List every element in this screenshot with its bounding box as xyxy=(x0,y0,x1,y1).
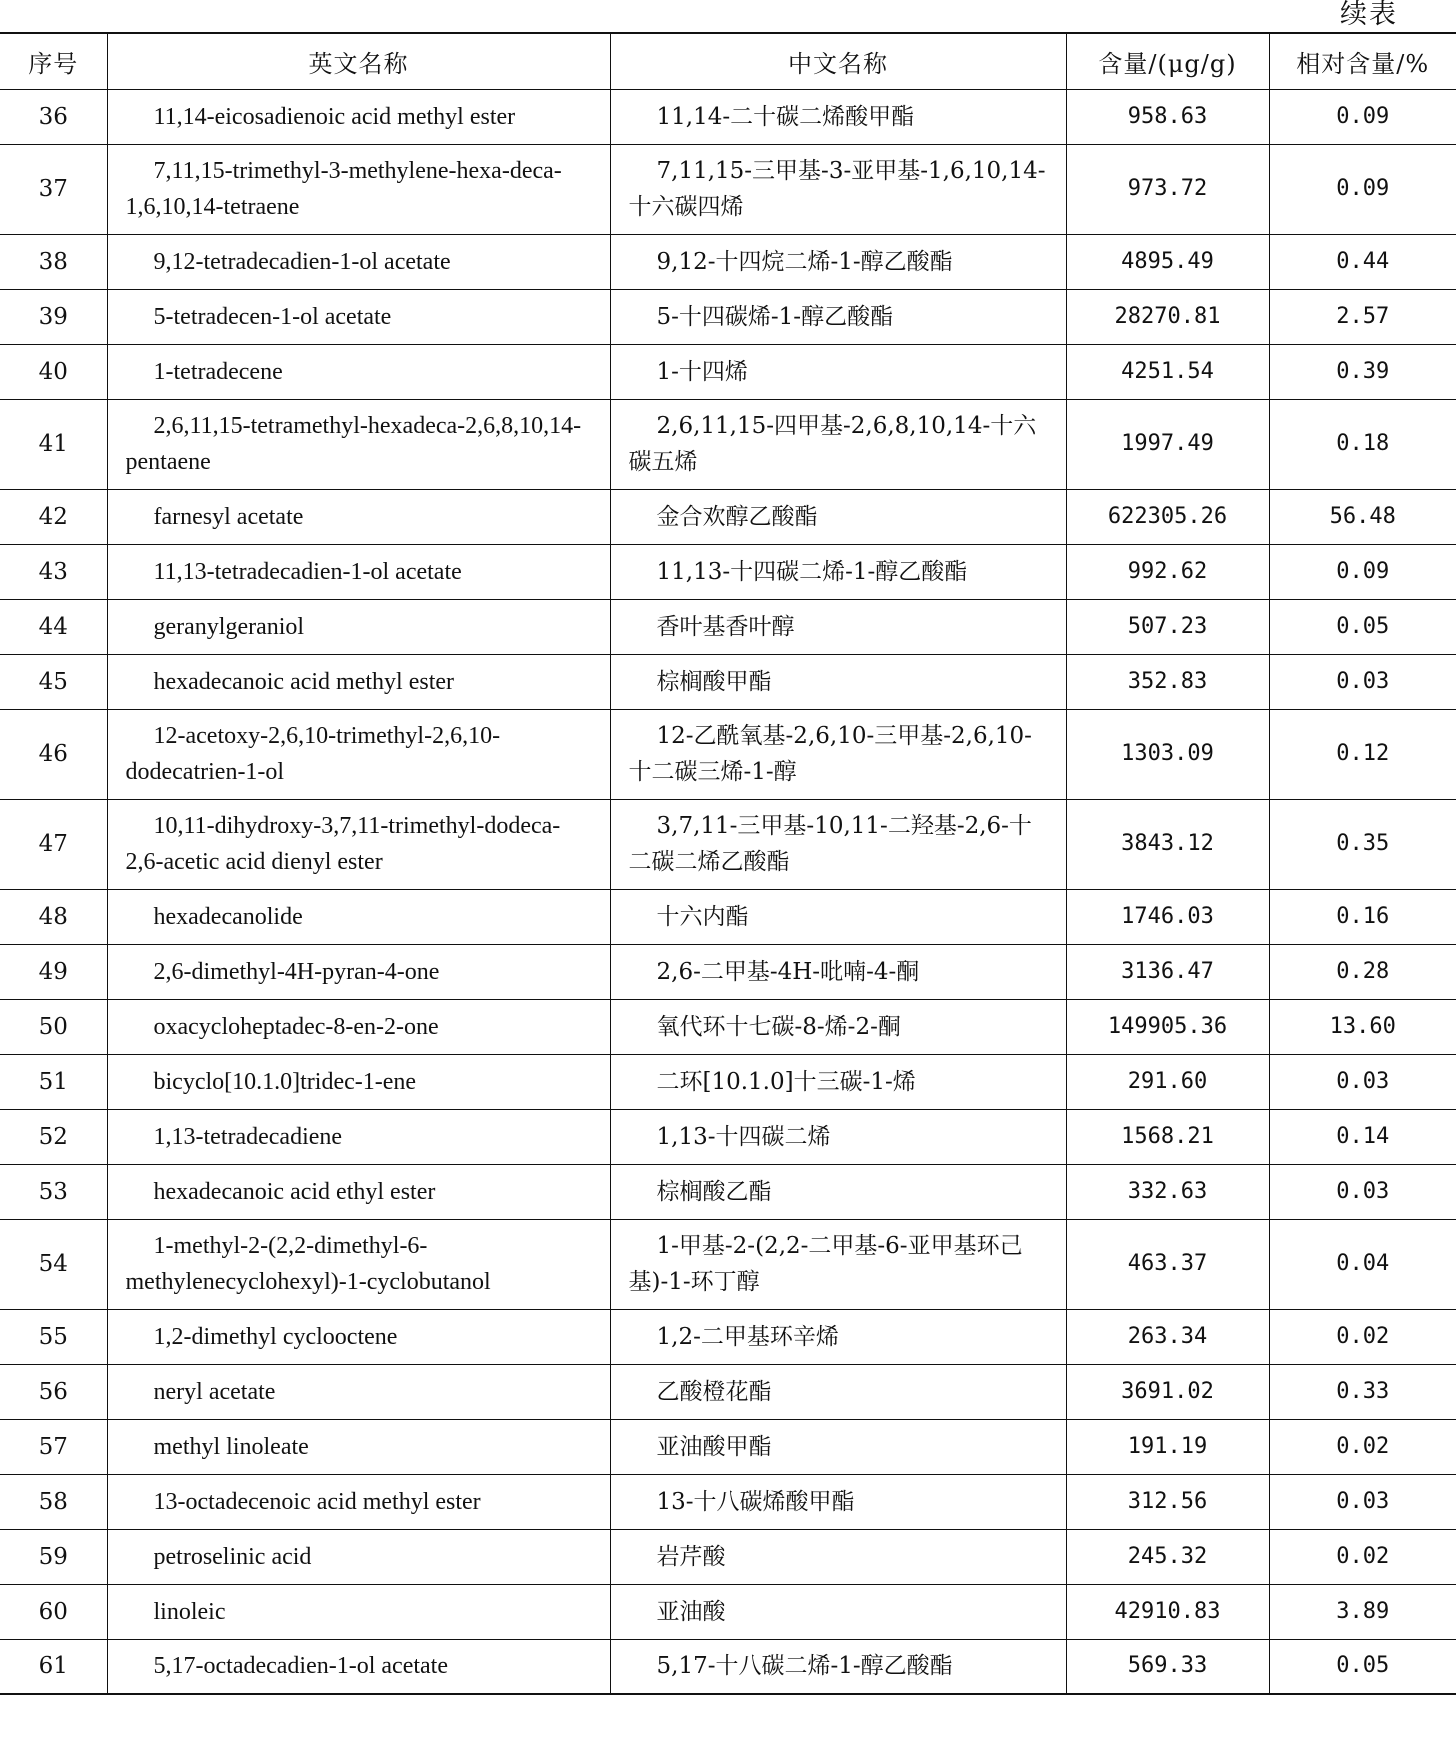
serial-number-cell xyxy=(0,1164,107,1219)
serial-number-cell xyxy=(0,399,107,489)
relative-content-cell xyxy=(1269,1529,1456,1584)
serial-number-cell-text: 56 xyxy=(38,1378,68,1405)
english-name-cell xyxy=(107,1364,610,1419)
table-row xyxy=(0,544,1456,599)
content-cell-text: 973.72 xyxy=(1127,176,1208,201)
serial-number-cell-text: 59 xyxy=(38,1543,68,1570)
chinese-name-cell xyxy=(610,1639,1066,1694)
serial-number-cell-text: 51 xyxy=(38,1068,68,1095)
table-row xyxy=(0,1309,1456,1364)
table-continued-caption: 续表 xyxy=(1340,0,1398,30)
serial-number-cell-text: 50 xyxy=(38,1013,68,1040)
content-cell xyxy=(1066,889,1269,944)
relative-content-cell xyxy=(1269,1164,1456,1219)
english-name-cell xyxy=(107,1639,610,1694)
english-name-cell xyxy=(107,944,610,999)
serial-number-cell-text: 42 xyxy=(38,503,68,530)
header-serial-number: 序号 xyxy=(0,33,107,89)
content-cell xyxy=(1066,1639,1269,1694)
english-name-cell xyxy=(107,889,610,944)
content-cell xyxy=(1066,1474,1269,1529)
chinese-name-cell-text: 1,2-二甲基环辛烯 xyxy=(656,1323,839,1350)
english-name-cell-text: petroselinic acid xyxy=(153,1543,312,1570)
english-name-cell-text: methyl linoleate xyxy=(153,1433,309,1460)
content-cell xyxy=(1066,654,1269,709)
serial-number-cell xyxy=(0,1584,107,1639)
relative-content-cell-text: 0.05 xyxy=(1336,1653,1390,1679)
table-row xyxy=(0,234,1456,289)
chinese-name-cell-text: 1,13-十四碳二烯 xyxy=(656,1123,831,1150)
table-row xyxy=(0,599,1456,654)
serial-number-cell-text: 55 xyxy=(38,1323,68,1350)
english-name-cell xyxy=(107,599,610,654)
relative-content-cell xyxy=(1269,1109,1456,1164)
chinese-name-cell-text: 3,7,11-三甲基-10,11-二羟基-2,6-十二碳二烯乙酸酯 xyxy=(628,813,1032,875)
chinese-name-cell xyxy=(610,944,1066,999)
content-cell xyxy=(1066,289,1269,344)
serial-number-cell xyxy=(0,1219,107,1309)
content-cell-text: 263.34 xyxy=(1127,1323,1208,1349)
relative-content-cell xyxy=(1269,544,1456,599)
relative-content-cell-text: 0.12 xyxy=(1336,741,1390,766)
compound-table xyxy=(0,32,1456,1695)
serial-number-cell xyxy=(0,1364,107,1419)
chinese-name-cell-text: 12-乙酰氧基-2,6,10-三甲基-2,6,10-十二碳三烯-1-醇 xyxy=(628,723,1032,785)
content-cell xyxy=(1066,1164,1269,1219)
relative-content-cell xyxy=(1269,234,1456,289)
english-name-cell-text: linoleic xyxy=(153,1598,226,1625)
english-name-cell-text: 1-tetradecene xyxy=(153,358,283,385)
serial-number-cell-text: 52 xyxy=(38,1123,68,1150)
english-name-cell xyxy=(107,709,610,799)
english-name-cell xyxy=(107,144,610,234)
serial-number-cell-text: 45 xyxy=(38,668,68,695)
chinese-name-cell-text: 乙酸橙花酯 xyxy=(656,1378,772,1405)
serial-number-cell xyxy=(0,489,107,544)
english-name-cell-text: oxacycloheptadec-8-en-2-one xyxy=(153,1013,439,1040)
chinese-name-cell-text: 13-十八碳烯酸甲酯 xyxy=(656,1488,855,1515)
english-name-cell xyxy=(107,1219,610,1309)
english-name-cell xyxy=(107,1474,610,1529)
content-cell xyxy=(1066,1219,1269,1309)
content-cell-text: 42910.83 xyxy=(1114,1598,1221,1624)
content-cell-text: 4251.54 xyxy=(1121,358,1214,384)
content-cell xyxy=(1066,544,1269,599)
chinese-name-cell xyxy=(610,1164,1066,1219)
table-row xyxy=(0,344,1456,399)
content-cell-text: 3691.02 xyxy=(1121,1378,1214,1404)
chinese-name-cell xyxy=(610,1584,1066,1639)
content-cell xyxy=(1066,489,1269,544)
chinese-name-cell xyxy=(610,709,1066,799)
table-row xyxy=(0,1529,1456,1584)
content-cell-text: 28270.81 xyxy=(1114,303,1221,329)
serial-number-cell-text: 37 xyxy=(38,176,68,202)
english-name-cell xyxy=(107,1584,610,1639)
relative-content-cell xyxy=(1269,1309,1456,1364)
serial-number-cell xyxy=(0,1054,107,1109)
serial-number-cell-text: 41 xyxy=(38,431,68,457)
english-name-cell xyxy=(107,399,610,489)
serial-number-cell xyxy=(0,599,107,654)
content-cell-text: 149905.36 xyxy=(1107,1013,1228,1039)
chinese-name-cell-text: 二环[10.1.0]十三碳-1-烯 xyxy=(656,1068,916,1095)
chinese-name-cell-text: 1-甲基-2-(2,2-二甲基-6-亚甲基环己基)-1-环丁醇 xyxy=(628,1233,1023,1295)
relative-content-cell-text: 0.33 xyxy=(1336,1378,1390,1404)
content-cell xyxy=(1066,89,1269,144)
relative-content-cell xyxy=(1269,1054,1456,1109)
relative-content-cell xyxy=(1269,654,1456,709)
english-name-cell-text: hexadecanoic acid ethyl ester xyxy=(153,1178,436,1205)
content-cell-text: 3843.12 xyxy=(1121,831,1214,856)
relative-content-cell-text: 2.57 xyxy=(1336,303,1390,329)
serial-number-cell-text: 57 xyxy=(38,1433,68,1460)
chinese-name-cell-text: 氧代环十七碳-8-烯-2-酮 xyxy=(656,1013,901,1040)
english-name-cell xyxy=(107,1109,610,1164)
relative-content-cell xyxy=(1269,1474,1456,1529)
table-row xyxy=(0,1164,1456,1219)
english-name-cell-text: bicyclo[10.1.0]tridec-1-ene xyxy=(153,1068,417,1095)
header-english-name: 英文名称 xyxy=(107,33,610,89)
chinese-name-cell xyxy=(610,1474,1066,1529)
relative-content-cell xyxy=(1269,144,1456,234)
relative-content-cell xyxy=(1269,1419,1456,1474)
relative-content-cell-text: 0.28 xyxy=(1336,958,1390,984)
english-name-cell-text: 11,14-eicosadienoic acid methyl ester xyxy=(153,103,516,130)
relative-content-cell-text: 0.09 xyxy=(1336,176,1390,201)
relative-content-cell xyxy=(1269,89,1456,144)
content-cell-text: 1568.21 xyxy=(1121,1123,1214,1149)
table-row xyxy=(0,1219,1456,1309)
content-cell-text: 992.62 xyxy=(1127,558,1208,584)
serial-number-cell-text: 54 xyxy=(38,1251,68,1277)
content-cell-text: 1746.03 xyxy=(1121,903,1214,929)
english-name-cell xyxy=(107,654,610,709)
serial-number-cell-text: 46 xyxy=(38,741,68,767)
chinese-name-cell-text: 5-十四碳烯-1-醇乙酸酯 xyxy=(656,303,894,330)
english-name-cell-text: 13-octadecenoic acid methyl ester xyxy=(153,1488,481,1515)
content-cell-text: 1997.49 xyxy=(1121,431,1214,456)
english-name-cell xyxy=(107,234,610,289)
serial-number-cell-text: 36 xyxy=(38,103,68,130)
relative-content-cell-text: 0.18 xyxy=(1336,431,1390,456)
relative-content-cell xyxy=(1269,799,1456,889)
table-row xyxy=(0,709,1456,799)
chinese-name-cell xyxy=(610,999,1066,1054)
content-cell xyxy=(1066,944,1269,999)
english-name-cell xyxy=(107,1164,610,1219)
chinese-name-cell-text: 9,12-十四烷二烯-1-醇乙酸酯 xyxy=(656,248,953,275)
content-cell xyxy=(1066,599,1269,654)
content-cell-text: 507.23 xyxy=(1127,613,1208,639)
chinese-name-cell-text: 岩芹酸 xyxy=(656,1543,726,1570)
chinese-name-cell xyxy=(610,234,1066,289)
serial-number-cell xyxy=(0,89,107,144)
english-name-cell xyxy=(107,544,610,599)
content-cell-text: 622305.26 xyxy=(1107,503,1228,529)
content-cell-text: 352.83 xyxy=(1127,668,1208,694)
table-row xyxy=(0,144,1456,234)
english-name-cell xyxy=(107,344,610,399)
content-cell-text: 332.63 xyxy=(1127,1178,1208,1204)
chinese-name-cell-text: 7,11,15-三甲基-3-亚甲基-1,6,10,14-十六碳四烯 xyxy=(628,158,1046,220)
chinese-name-cell-text: 5,17-十八碳二烯-1-醇乙酸酯 xyxy=(656,1653,953,1680)
chinese-name-cell xyxy=(610,599,1066,654)
table-row xyxy=(0,944,1456,999)
serial-number-cell xyxy=(0,1529,107,1584)
serial-number-cell-text: 58 xyxy=(38,1488,68,1515)
relative-content-cell-text: 0.03 xyxy=(1336,1178,1390,1204)
chinese-name-cell-text: 2,6,11,15-四甲基-2,6,8,10,14-十六碳五烯 xyxy=(628,413,1037,475)
english-name-cell-text: 2,6,11,15-tetramethyl-hexadeca-2,6,8,10,14-pentaene xyxy=(125,413,582,475)
chinese-name-cell xyxy=(610,1054,1066,1109)
chinese-name-cell-text: 1-十四烯 xyxy=(656,358,748,385)
serial-number-cell-text: 38 xyxy=(38,248,68,275)
relative-content-cell-text: 0.05 xyxy=(1336,613,1390,639)
table-row xyxy=(0,799,1456,889)
relative-content-cell xyxy=(1269,489,1456,544)
chinese-name-cell xyxy=(610,89,1066,144)
serial-number-cell xyxy=(0,544,107,599)
chinese-name-cell xyxy=(610,1109,1066,1164)
chinese-name-cell xyxy=(610,344,1066,399)
chinese-name-cell-text: 金合欢醇乙酸酯 xyxy=(656,503,818,530)
content-cell-text: 191.19 xyxy=(1127,1433,1208,1459)
chinese-name-cell-text: 2,6-二甲基-4H-吡喃-4-酮 xyxy=(656,958,920,985)
chinese-name-cell xyxy=(610,1219,1066,1309)
relative-content-cell-text: 3.89 xyxy=(1336,1598,1390,1624)
relative-content-cell xyxy=(1269,889,1456,944)
relative-content-cell-text: 13.60 xyxy=(1329,1013,1396,1039)
chinese-name-cell xyxy=(610,799,1066,889)
serial-number-cell xyxy=(0,234,107,289)
table-header-row xyxy=(0,33,1456,89)
table-row xyxy=(0,1364,1456,1419)
serial-number-cell xyxy=(0,1419,107,1474)
chinese-name-cell-text: 11,14-二十碳二烯酸甲酯 xyxy=(656,103,915,130)
content-cell-text: 4895.49 xyxy=(1121,248,1214,274)
english-name-cell-text: 5-tetradecen-1-ol acetate xyxy=(153,303,392,330)
content-cell xyxy=(1066,234,1269,289)
chinese-name-cell-text: 11,13-十四碳二烯-1-醇乙酸酯 xyxy=(656,558,968,585)
serial-number-cell xyxy=(0,344,107,399)
relative-content-cell xyxy=(1269,944,1456,999)
chinese-name-cell-text: 棕榈酸甲酯 xyxy=(656,668,772,695)
content-cell-text: 569.33 xyxy=(1127,1653,1208,1679)
chinese-name-cell-text: 香叶基香叶醇 xyxy=(656,613,795,640)
serial-number-cell-text: 39 xyxy=(38,303,68,330)
content-cell xyxy=(1066,344,1269,399)
english-name-cell-text: geranylgeraniol xyxy=(153,613,305,640)
content-cell xyxy=(1066,1054,1269,1109)
content-cell xyxy=(1066,999,1269,1054)
table-row xyxy=(0,999,1456,1054)
relative-content-cell xyxy=(1269,599,1456,654)
table-row xyxy=(0,1474,1456,1529)
content-cell xyxy=(1066,399,1269,489)
content-cell-text: 3136.47 xyxy=(1121,958,1214,984)
relative-content-cell-text: 0.03 xyxy=(1336,1068,1390,1094)
serial-number-cell xyxy=(0,1639,107,1694)
content-cell-text: 958.63 xyxy=(1127,103,1208,129)
chinese-name-cell xyxy=(610,544,1066,599)
english-name-cell xyxy=(107,489,610,544)
chinese-name-cell xyxy=(610,889,1066,944)
table-row xyxy=(0,489,1456,544)
relative-content-cell-text: 56.48 xyxy=(1329,503,1396,529)
serial-number-cell-text: 48 xyxy=(38,903,68,930)
english-name-cell xyxy=(107,999,610,1054)
table-row xyxy=(0,654,1456,709)
english-name-cell-text: 11,13-tetradecadien-1-ol acetate xyxy=(153,558,462,585)
chinese-name-cell xyxy=(610,489,1066,544)
relative-content-cell xyxy=(1269,344,1456,399)
english-name-cell-text: 7,11,15-trimethyl-3-methylene-hexa-deca-1,6,10,14-tetraene xyxy=(125,158,562,220)
relative-content-cell xyxy=(1269,1584,1456,1639)
serial-number-cell xyxy=(0,944,107,999)
chinese-name-cell xyxy=(610,1309,1066,1364)
chinese-name-cell xyxy=(610,1419,1066,1474)
serial-number-cell-text: 61 xyxy=(38,1653,68,1680)
serial-number-cell xyxy=(0,799,107,889)
relative-content-cell-text: 0.03 xyxy=(1336,668,1390,694)
table-row xyxy=(0,399,1456,489)
table-row xyxy=(0,1584,1456,1639)
table-row xyxy=(0,1054,1456,1109)
content-cell xyxy=(1066,1364,1269,1419)
table-row xyxy=(0,889,1456,944)
content-cell xyxy=(1066,709,1269,799)
relative-content-cell xyxy=(1269,1639,1456,1694)
english-name-cell-text: hexadecanolide xyxy=(153,903,303,930)
table-row xyxy=(0,1419,1456,1474)
serial-number-cell xyxy=(0,999,107,1054)
english-name-cell xyxy=(107,1309,610,1364)
serial-number-cell xyxy=(0,1309,107,1364)
chinese-name-cell-text: 十六内酯 xyxy=(656,903,749,930)
serial-number-cell-text: 44 xyxy=(38,613,68,640)
content-cell xyxy=(1066,1529,1269,1584)
table-row xyxy=(0,289,1456,344)
chinese-name-cell-text: 亚油酸 xyxy=(656,1598,726,1625)
relative-content-cell-text: 0.14 xyxy=(1336,1123,1390,1149)
content-cell xyxy=(1066,1109,1269,1164)
relative-content-cell-text: 0.02 xyxy=(1336,1433,1390,1459)
content-cell xyxy=(1066,1584,1269,1639)
chinese-name-cell xyxy=(610,399,1066,489)
relative-content-cell-text: 0.09 xyxy=(1336,103,1390,129)
relative-content-cell-text: 0.04 xyxy=(1336,1251,1390,1276)
header-content: 含量/(μg/g) xyxy=(1066,33,1269,89)
relative-content-cell xyxy=(1269,1364,1456,1419)
serial-number-cell xyxy=(0,709,107,799)
english-name-cell-text: hexadecanoic acid methyl ester xyxy=(153,668,455,695)
serial-number-cell xyxy=(0,1109,107,1164)
table-row xyxy=(0,1109,1456,1164)
english-name-cell xyxy=(107,1054,610,1109)
relative-content-cell xyxy=(1269,709,1456,799)
chinese-name-cell xyxy=(610,289,1066,344)
chinese-name-cell-text: 棕榈酸乙酯 xyxy=(656,1178,772,1205)
english-name-cell xyxy=(107,799,610,889)
chinese-name-cell xyxy=(610,1364,1066,1419)
content-cell-text: 1303.09 xyxy=(1121,741,1214,766)
serial-number-cell xyxy=(0,144,107,234)
english-name-cell-text: farnesyl acetate xyxy=(153,503,304,530)
serial-number-cell-text: 47 xyxy=(38,831,68,857)
english-name-cell xyxy=(107,289,610,344)
chinese-name-cell xyxy=(610,654,1066,709)
serial-number-cell-text: 53 xyxy=(38,1178,68,1205)
content-cell xyxy=(1066,144,1269,234)
relative-content-cell-text: 0.09 xyxy=(1336,558,1390,584)
relative-content-cell-text: 0.44 xyxy=(1336,248,1390,274)
english-name-cell-text: 1,2-dimethyl cyclooctene xyxy=(153,1323,398,1350)
serial-number-cell xyxy=(0,1474,107,1529)
content-cell xyxy=(1066,1309,1269,1364)
content-cell-text: 291.60 xyxy=(1127,1068,1208,1094)
relative-content-cell-text: 0.02 xyxy=(1336,1543,1390,1569)
serial-number-cell xyxy=(0,654,107,709)
english-name-cell xyxy=(107,1529,610,1584)
serial-number-cell-text: 40 xyxy=(38,358,68,385)
relative-content-cell-text: 0.35 xyxy=(1336,831,1390,856)
english-name-cell xyxy=(107,1419,610,1474)
content-cell xyxy=(1066,799,1269,889)
relative-content-cell xyxy=(1269,999,1456,1054)
english-name-cell-text: 5,17-octadecadien-1-ol acetate xyxy=(153,1653,448,1680)
relative-content-cell xyxy=(1269,1219,1456,1309)
chinese-name-cell xyxy=(610,144,1066,234)
header-chinese-name: 中文名称 xyxy=(610,33,1066,89)
english-name-cell-text: 12-acetoxy-2,6,10-trimethyl-2,6,10-dodecatrien-1-ol xyxy=(125,723,501,785)
serial-number-cell xyxy=(0,889,107,944)
content-cell-text: 245.32 xyxy=(1127,1543,1208,1569)
serial-number-cell-text: 60 xyxy=(38,1598,68,1625)
english-name-cell xyxy=(107,89,610,144)
english-name-cell-text: 2,6-dimethyl-4H-pyran-4-one xyxy=(153,958,440,985)
english-name-cell-text: 1,13-tetradecadiene xyxy=(153,1123,343,1150)
relative-content-cell-text: 0.02 xyxy=(1336,1323,1390,1349)
relative-content-cell xyxy=(1269,289,1456,344)
serial-number-cell-text: 43 xyxy=(38,558,68,585)
english-name-cell-text: 9,12-tetradecadien-1-ol acetate xyxy=(153,248,451,275)
serial-number-cell xyxy=(0,289,107,344)
serial-number-cell-text: 49 xyxy=(38,958,68,985)
relative-content-cell-text: 0.03 xyxy=(1336,1488,1390,1514)
relative-content-cell-text: 0.39 xyxy=(1336,358,1390,384)
content-cell-text: 312.56 xyxy=(1127,1488,1208,1514)
english-name-cell-text: neryl acetate xyxy=(153,1378,276,1405)
relative-content-cell-text: 0.16 xyxy=(1336,903,1390,929)
content-cell xyxy=(1066,1419,1269,1474)
relative-content-cell xyxy=(1269,399,1456,489)
english-name-cell-text: 10,11-dihydroxy-3,7,11-trimethyl-dodeca-2,6-acetic acid dienyl ester xyxy=(125,813,561,875)
english-name-cell-text: 1-methyl-2-(2,2-dimethyl-6-methylenecyclohexyl)-1-cyclobutanol xyxy=(125,1233,491,1295)
table-row xyxy=(0,89,1456,144)
chinese-name-cell-text: 亚油酸甲酯 xyxy=(656,1433,772,1460)
content-cell-text: 463.37 xyxy=(1127,1251,1208,1276)
table-row xyxy=(0,1639,1456,1694)
chinese-name-cell xyxy=(610,1529,1066,1584)
header-relative-content: 相对含量/% xyxy=(1269,33,1456,89)
